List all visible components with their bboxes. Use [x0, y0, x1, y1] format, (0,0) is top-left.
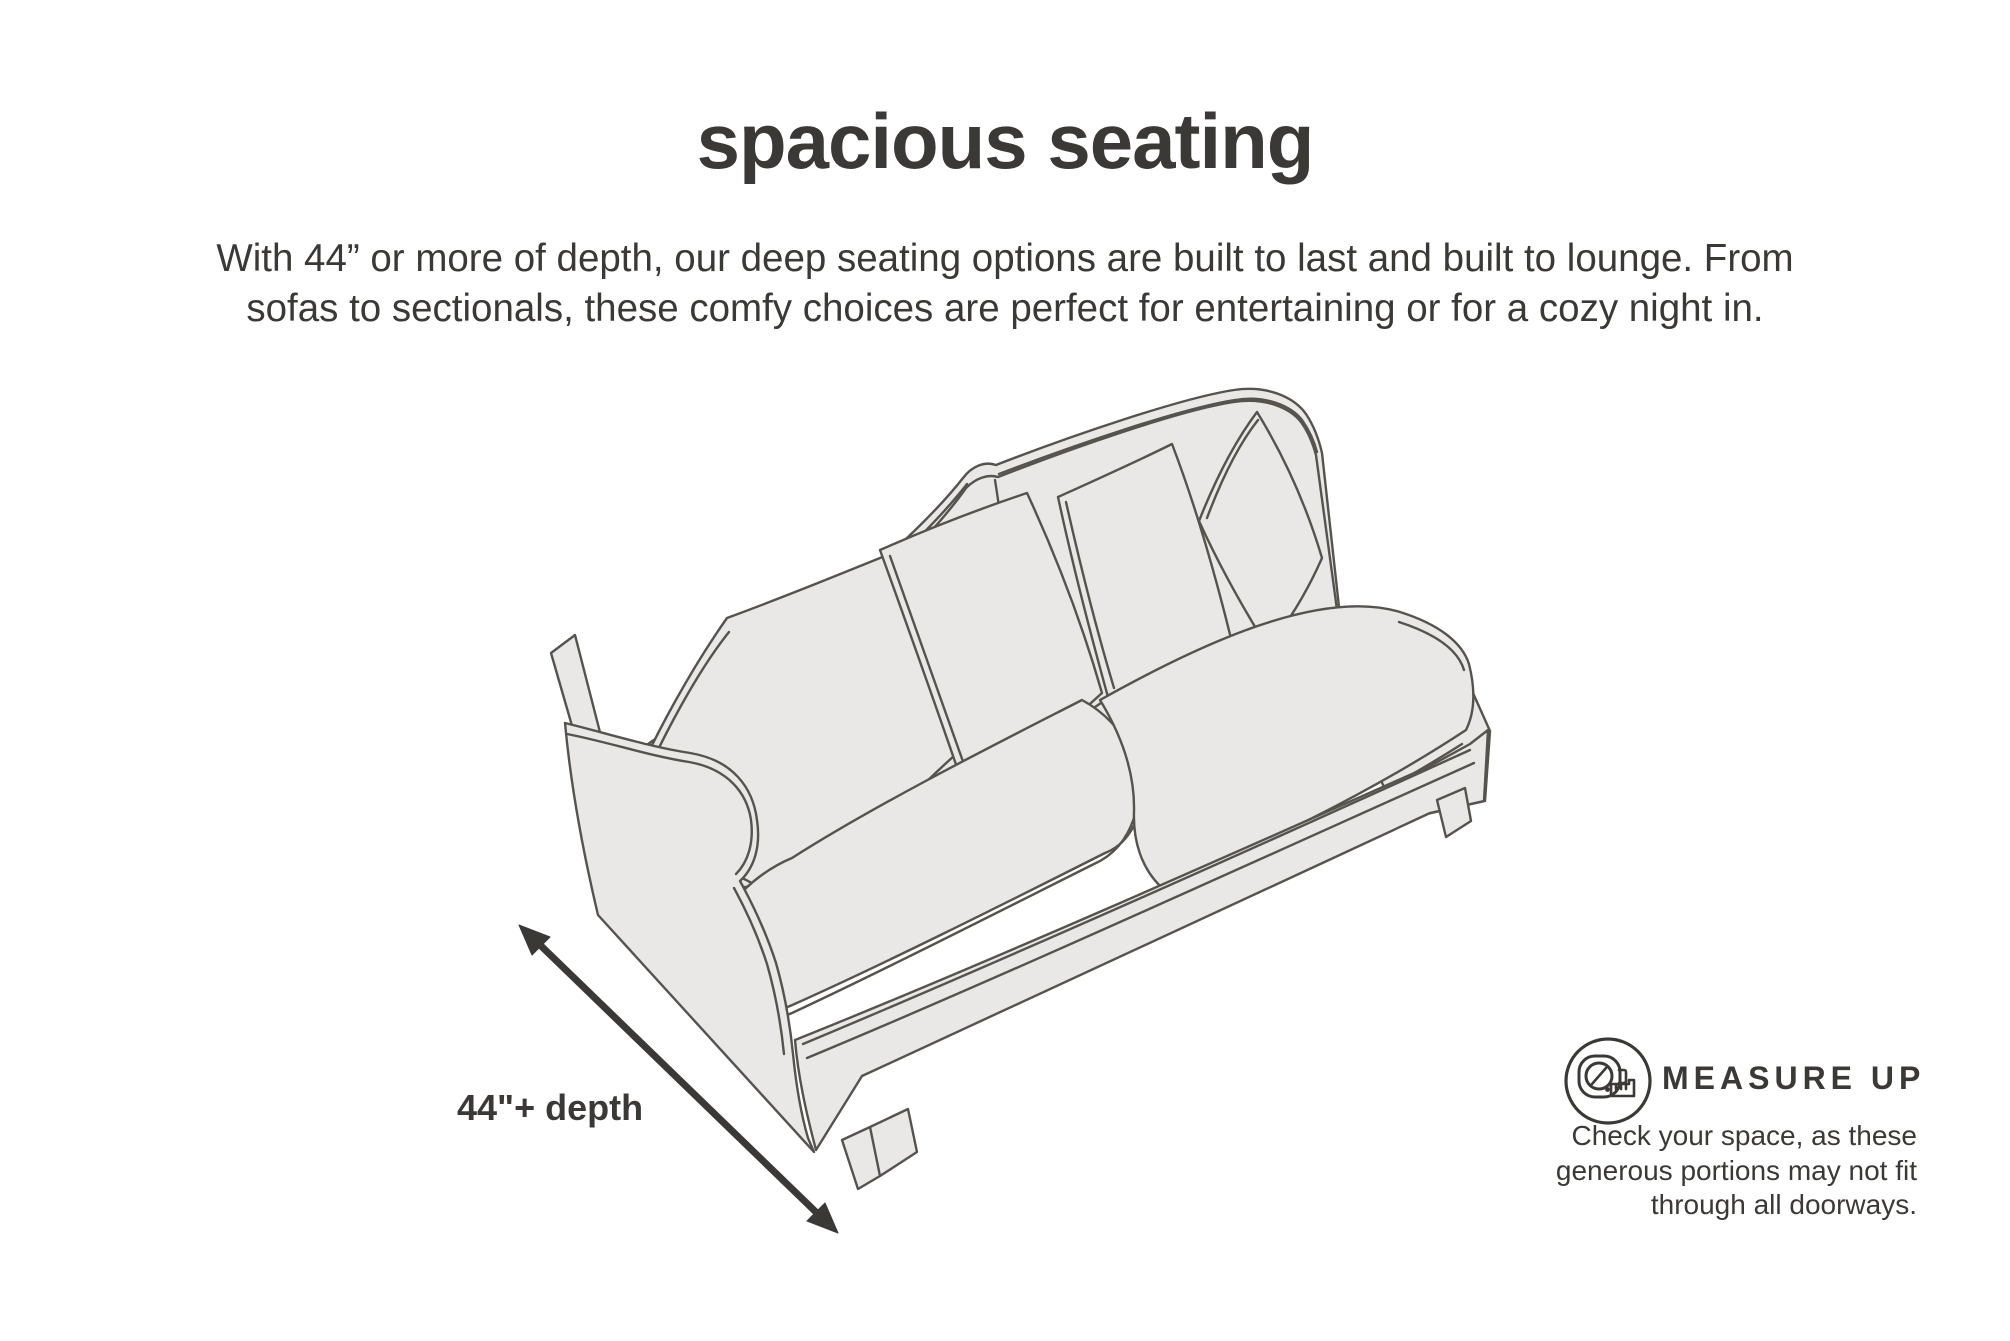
intro-line-2: sofas to sectionals, these comfy choices are perfect for entertaining or for a cozy night in. [246, 287, 1764, 330]
measure-up-heading: MEASURE UP [1662, 1060, 1926, 1096]
page-title: spacious seating [696, 97, 1314, 185]
tape-measure-screw [1605, 1087, 1610, 1092]
measure-up-note-line-1: Check your space, as these [1571, 1120, 1917, 1151]
measure-up-note [1357, 1119, 1917, 1223]
sofa-foot-front-left [842, 1109, 917, 1189]
intro-line-1: With 44” or more of depth, our deep seating options are built to last and built to lounge. From [216, 237, 1794, 280]
tape-measure-reel-slash [1592, 1068, 1606, 1084]
depth-dimension-label: 44"+ depth [457, 1087, 644, 1128]
measure-up-note-line-3: through all doorways. [1650, 1189, 1917, 1220]
tape-measure-icon [1561, 1034, 1653, 1126]
measure-up-note-line-2: generous portions may not fit [1555, 1154, 1917, 1186]
